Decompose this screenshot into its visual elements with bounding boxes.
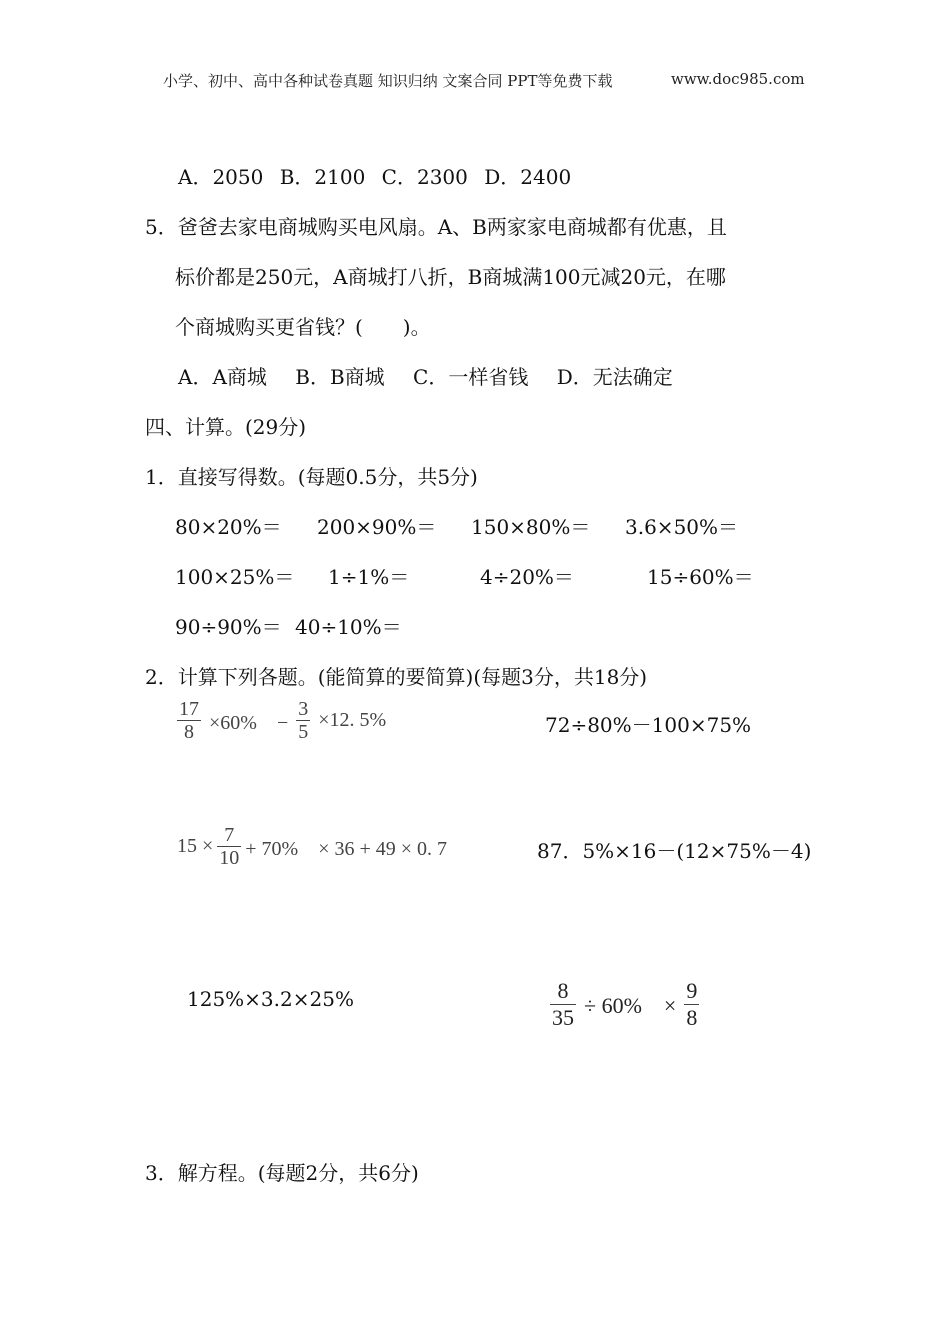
fraction: $\frac{9}{8}$: [686, 978, 698, 1030]
q4-option-c: C．2300: [381, 165, 468, 189]
oral-item: 4÷20%＝: [480, 565, 574, 589]
q4-options: [178, 163, 571, 191]
oral-item: 90÷90%＝: [175, 615, 282, 639]
part1-title: 1．直接写得数。(每题0.5分，共5分): [145, 465, 478, 489]
q5-option-b: B．B商城: [295, 365, 385, 389]
fraction: $\frac{8}{35}$: [552, 978, 574, 1030]
expression-4: 87．5%×16－(12×75%－4): [537, 839, 812, 863]
fraction: $\frac{17}{8}$: [179, 698, 199, 743]
q5-line-1: 5．爸爸去家电商城购买电风扇。A、B两家家电商城都有优惠，且: [145, 215, 727, 239]
q5-options: [178, 363, 673, 391]
oral-item: 1÷1%＝: [328, 565, 410, 589]
expression-2: 72÷80%－100×75%: [545, 713, 752, 737]
q4-option-a: A．2050: [178, 165, 264, 189]
fraction: $\frac{3}{5}$: [298, 698, 309, 743]
oral-item: 3.6×50%＝: [625, 515, 739, 539]
q5-option-c: C．一样省钱: [413, 365, 529, 389]
header-left: 小学、初中、高中各种试卷真题 知识归纳 文案合同 PPT等免费下载: [163, 72, 613, 90]
oral-item: 80×20%＝: [175, 515, 282, 539]
part2-title: 2．计算下列各题。(能简算的要简算)(每题3分，共18分): [145, 665, 648, 689]
q5-option-a: A．A商城: [178, 365, 267, 389]
q4-option-b: B．2100: [279, 165, 366, 189]
oral-item: 15÷60%＝: [647, 565, 754, 589]
fraction: $\frac{7}{10}$: [219, 824, 240, 869]
q4-option-d: D．2400: [484, 165, 572, 189]
q5-line-2: 标价都是250元，A商城打八折，B商城满100元减20元，在哪: [175, 265, 726, 289]
section-title: 四、计算。(29分): [145, 415, 307, 439]
expression-3: 15 × $\frac{7}{10}$ + 70% × 36 + 49 × 0. 7: [177, 824, 448, 869]
header-url[interactable]: www.doc985.com: [671, 70, 805, 88]
q5-line-3: 个商城购买更省钱？( )。: [175, 315, 431, 339]
oral-item: 150×80%＝: [471, 515, 591, 539]
expression-5: 125%×3.2×25%: [187, 987, 354, 1011]
oral-item: 40÷10%＝: [295, 615, 402, 639]
q5-option-d: D．无法确定: [556, 365, 673, 389]
oral-item: 100×25%＝: [175, 565, 295, 589]
part3-title: 3．解方程。(每题2分，共6分): [145, 1161, 419, 1185]
expression-1: $\frac{17}{8}$ ×60% − $\frac{3}{5}$ ×12. 5%: [179, 698, 387, 743]
expression-6: $\frac{8}{35}$ ÷ 60% × $\frac{9}{8}$: [552, 978, 698, 1030]
oral-item: 200×90%＝: [317, 515, 437, 539]
